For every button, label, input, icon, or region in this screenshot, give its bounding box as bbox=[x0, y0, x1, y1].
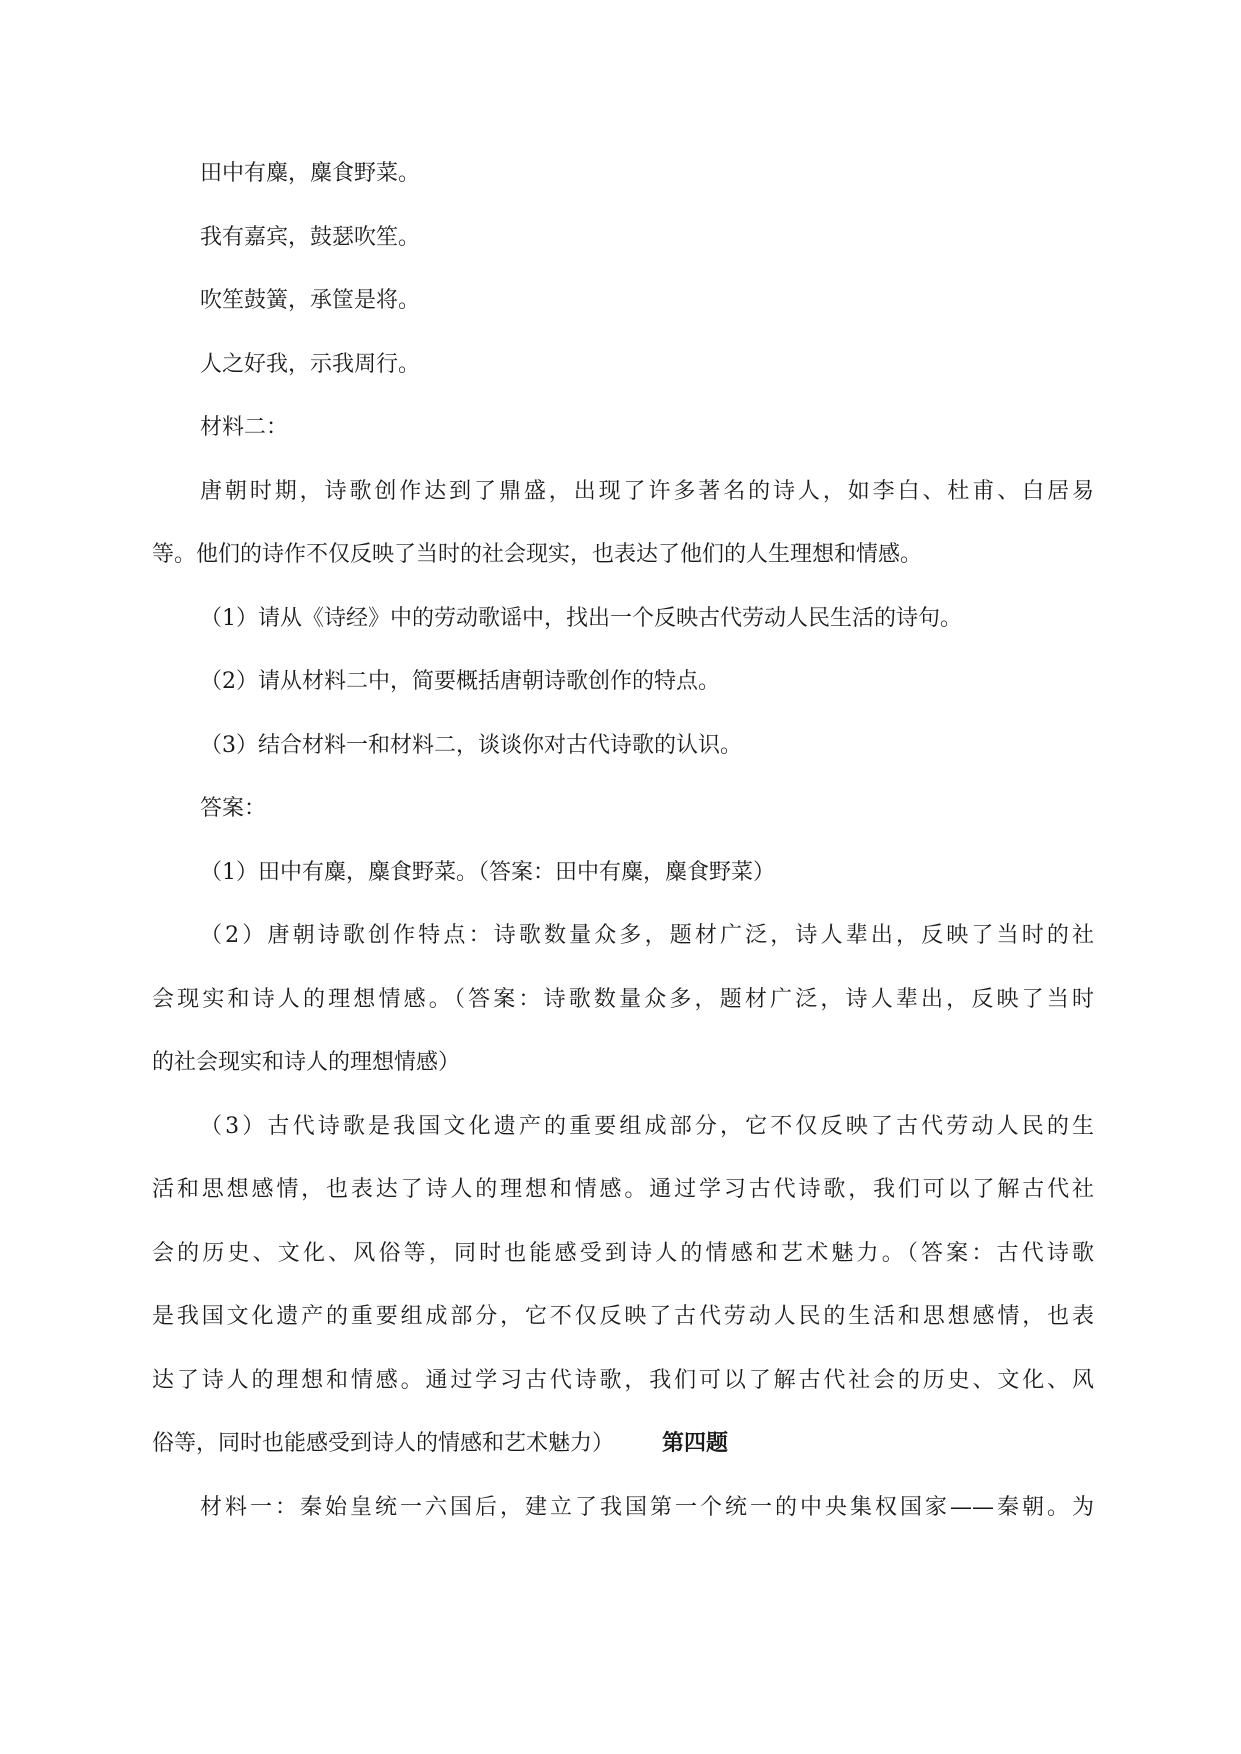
answer-label: 答案： bbox=[200, 796, 267, 821]
answer-3-line: 会的历史、文化、风俗等，同时也能感受到诗人的情感和艺术魅力。（答案：古代诗歌 bbox=[152, 1240, 1094, 1266]
material1-next-line: 材料一：秦始皇统一六国后，建立了我国第一个统一的中央集权国家——秦朝。为 bbox=[200, 1494, 1094, 1520]
answer-3-line: （3）古代诗歌是我国文化遗产的重要组成部分，它不仅反映了古代劳动人民的生 bbox=[200, 1113, 1094, 1139]
question-3: （3）结合材料一和材料二，谈谈你对古代诗歌的认识。 bbox=[200, 732, 742, 758]
answer-3-line: 是我国文化遗产的重要组成部分，它不仅反映了古代劳动人民的生活和思想感情，也表 bbox=[152, 1304, 1094, 1329]
answer-2-line: 的社会现实和诗人的理想情感） bbox=[152, 1050, 461, 1075]
poem-line: 我有嘉宾，鼓瑟吹笙。 bbox=[200, 224, 421, 250]
answer-3-line: 俗等，同时也能感受到诗人的情感和艺术魅力） bbox=[152, 1431, 615, 1456]
material2-text-line: 等。他们的诗作不仅反映了当时的社会现实，也表达了他们的人生理想和情感。 bbox=[152, 542, 923, 567]
answer-3-line: 达了诗人的理想和情感。通过学习古代诗歌，我们可以了解古代社会的历史、文化、风 bbox=[152, 1367, 1094, 1393]
answer-1: （1）田中有麋，麋食野菜。（答案：田中有麋，麋食野菜） bbox=[200, 859, 775, 885]
answer-3-line: 活和思想感情，也表达了诗人的理想和情感。通过学习古代诗歌，我们可以了解古代社 bbox=[152, 1177, 1094, 1202]
poem-line: 田中有麋，麋食野菜。 bbox=[200, 161, 421, 186]
answer-2-line: （2）唐朝诗歌创作特点：诗歌数量众多，题材广泛，诗人辈出，反映了当时的社 bbox=[200, 923, 1094, 948]
section-4-heading: 第四题 bbox=[662, 1430, 729, 1456]
poem-line: 人之好我，示我周行。 bbox=[200, 351, 421, 377]
answer-2-line: 会现实和诗人的理想情感。（答案：诗歌数量众多，题材广泛，诗人辈出，反映了当时 bbox=[152, 986, 1094, 1012]
poem-line: 吹笙鼓簧，承筐是将。 bbox=[200, 288, 421, 313]
answer-3-last-line bbox=[152, 1412, 1094, 1476]
document-body bbox=[152, 142, 1094, 1539]
material2-text-line: 唐朝时期，诗歌创作达到了鼎盛，出现了许多著名的诗人，如李白、杜甫、白居易 bbox=[200, 478, 1094, 504]
question-2: （2）请从材料二中，简要概括唐朝诗歌创作的特点。 bbox=[200, 669, 720, 694]
question-1: （1）请从《诗经》中的劳动歌谣中，找出一个反映古代劳动人民生活的诗句。 bbox=[200, 605, 962, 631]
material2-label: 材料二： bbox=[200, 415, 289, 440]
